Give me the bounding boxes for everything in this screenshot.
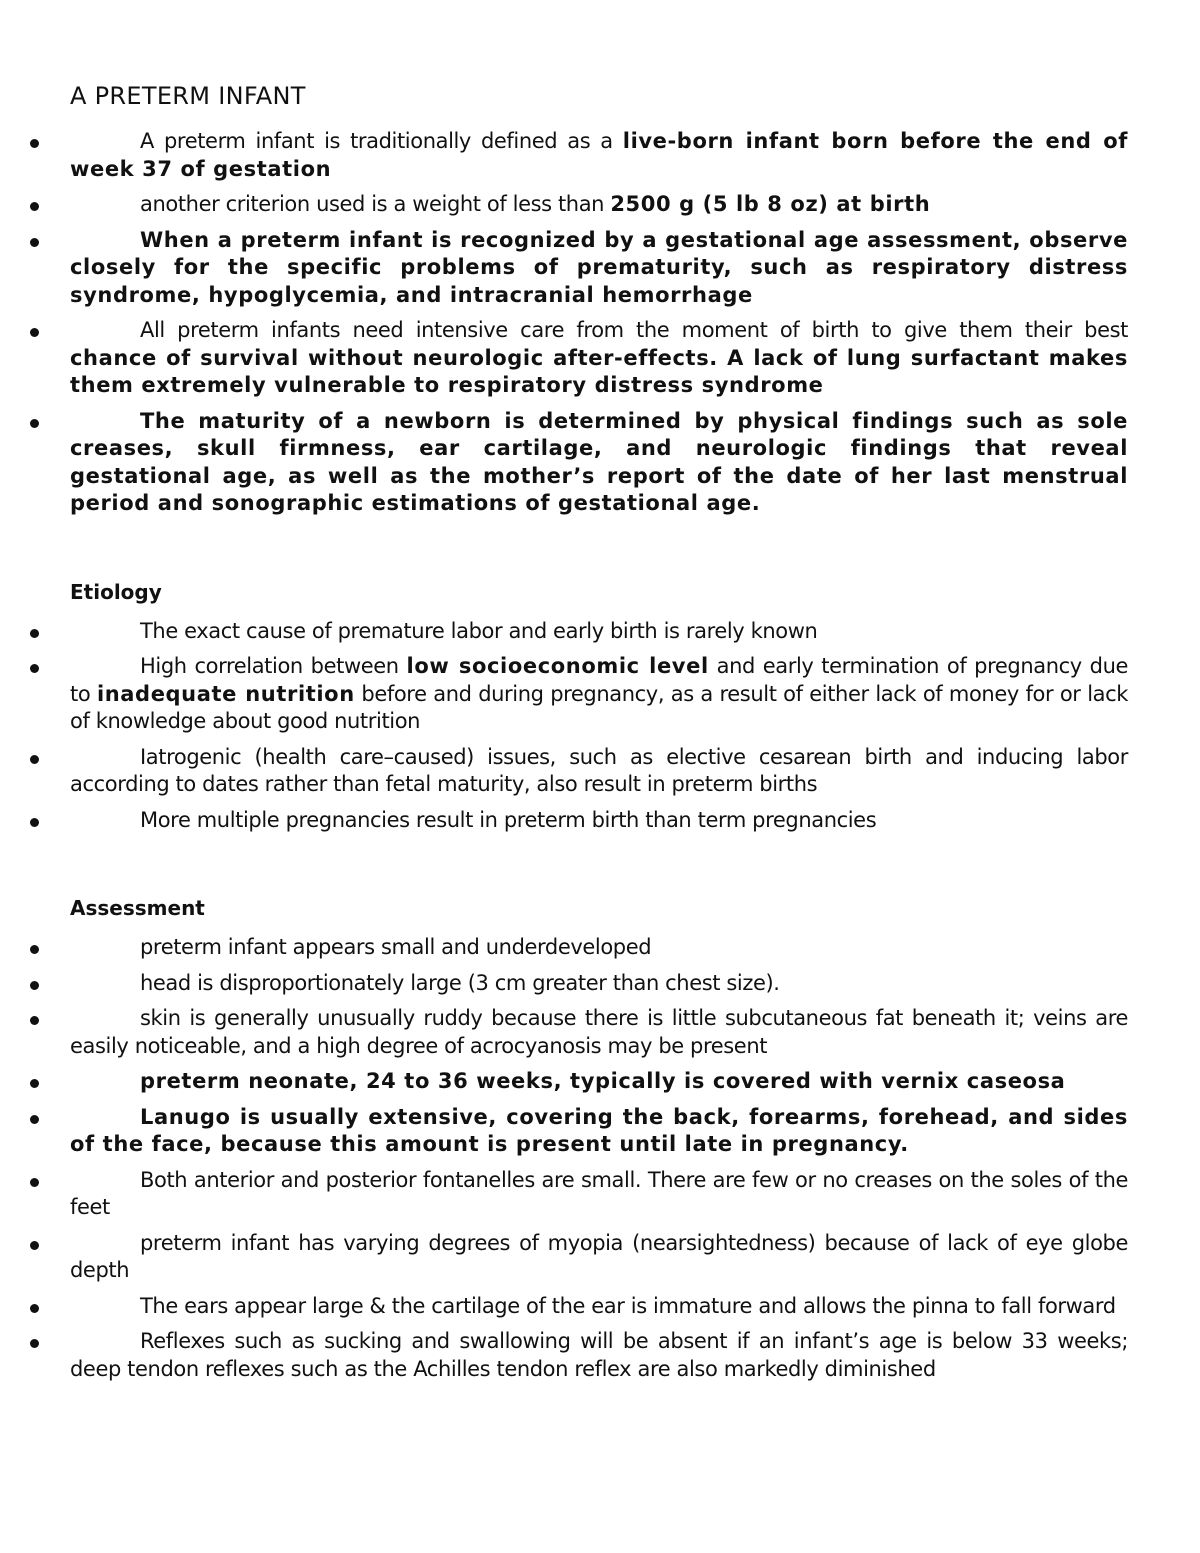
text-run: Iatrogenic (health care–caused) issues, such as elective cesarean birth and inducing labor according to dates rather than fetal maturity, also result in preterm births xyxy=(70,744,1128,796)
text-run: A preterm infant is traditionally defined as a xyxy=(140,129,623,153)
assessment-heading: Assessment xyxy=(70,896,205,920)
list-item xyxy=(70,934,1128,962)
text-run: another criterion used is a weight of less than xyxy=(140,192,611,216)
bullet-icon xyxy=(30,981,39,990)
list-item xyxy=(70,1293,1128,1321)
bold-text-run: The maturity of a newborn is determined by physical findings such as sole creases, skull firmness, ear cartilage, and neurologic findings that reveal gestational age, as well as the mother’s report of the date of her last menstrual period and sonographic estimations of gestational age. xyxy=(70,408,1128,515)
bold-text-run: inadequate nutrition xyxy=(96,681,355,706)
bullet-icon xyxy=(30,328,39,337)
list-item xyxy=(70,1068,1128,1096)
list-item xyxy=(70,128,1128,183)
bold-text-run: chance of survival without neurologic after-effects. A lack of lung surfactant makes them extremely vulnerable to respiratory distress syndrome xyxy=(70,345,1128,397)
etiology-heading: Etiology xyxy=(70,579,162,604)
bullet-icon xyxy=(30,1241,39,1250)
bullet-icon xyxy=(30,139,39,148)
list-item xyxy=(70,807,1128,835)
list-item xyxy=(70,227,1128,310)
text-run: and early termination of pregnancy due to xyxy=(70,654,1129,706)
bullet-icon xyxy=(30,1178,39,1187)
bullet-icon xyxy=(30,419,39,428)
text-run: The exact cause of premature labor and early birth is rarely known xyxy=(140,618,818,643)
list-item xyxy=(70,1167,1128,1222)
bold-text-run: When a preterm infant is recognized by a gestational age assessment, observe closely for the specific problems of prematurity, such as respiratory distress syndrome, hypoglycemia, and intracranial hemorrhage xyxy=(70,227,1128,307)
bullet-icon xyxy=(30,629,39,638)
list-item xyxy=(70,618,1128,646)
bold-text-run: live-born infant born before the end of week 37 of gestation xyxy=(70,129,1128,181)
bullet-icon xyxy=(30,202,39,211)
list-item xyxy=(70,408,1128,518)
bullet-icon xyxy=(30,1339,39,1348)
text-run: High correlation between xyxy=(140,654,407,678)
etiology-bullet-list xyxy=(70,618,1128,835)
list-item xyxy=(70,1230,1128,1285)
bullet-icon xyxy=(30,238,39,247)
list-item xyxy=(70,1005,1128,1060)
list-item xyxy=(70,1328,1128,1383)
intro-bullet-list xyxy=(70,128,1128,518)
text-run: All preterm infants need intensive care from the moment of birth to give them their best xyxy=(140,318,1128,342)
bold-text-run: low socioeconomic level xyxy=(406,654,709,678)
text-run: preterm infant appears small and underdeveloped xyxy=(140,935,652,959)
text-run: The ears appear large & the cartilage of the ear is immature and allows the pinna to fall forward xyxy=(140,1293,1116,1318)
text-run: Both anterior and posterior fontanelles are small. There are few or no creases on the soles of the feet xyxy=(70,1167,1128,1219)
bullet-icon xyxy=(30,1016,39,1025)
list-item xyxy=(70,744,1128,799)
bold-text-run: Lanugo is usually extensive, covering the back, forearms, forehead, and sides of the face, because this amount is present until late in pregnancy. xyxy=(70,1104,1128,1156)
text-run: preterm infant has varying degrees of myopia (nearsightedness) because of lack of eye globe depth xyxy=(70,1230,1128,1282)
bullet-icon xyxy=(30,755,39,764)
bold-text-run: preterm neonate, 24 to 36 weeks, typically is covered with vernix caseosa xyxy=(140,1069,1066,1093)
bullet-icon xyxy=(30,945,39,954)
list-item xyxy=(70,653,1128,736)
list-item xyxy=(70,191,1128,219)
text-run: More multiple pregnancies result in preterm birth than term pregnancies xyxy=(140,807,877,832)
list-item xyxy=(70,1104,1128,1159)
text-run: Reflexes such as sucking and swallowing will be absent if an infant’s age is below 33 weeks; deep tendon reflexes such as the Achilles tendon reflex are also markedly diminished xyxy=(70,1329,1128,1381)
bullet-icon xyxy=(30,1079,39,1088)
bold-text-run: 2500 g (5 lb 8 oz) at birth xyxy=(610,192,931,216)
bullet-icon xyxy=(30,1304,39,1313)
document-title: A PRETERM INFANT xyxy=(70,82,306,110)
list-item xyxy=(70,317,1128,400)
text-run: before and during pregnancy, as a result of either lack of money for or lack of knowledge about good nutrition xyxy=(70,681,1128,733)
text-run: head is disproportionately large (3 cm greater than chest size). xyxy=(140,970,780,995)
text-run: skin is generally unusually ruddy because there is little subcutaneous fat beneath it; veins are easily noticeable, and a high degree of acrocyanosis may be present xyxy=(70,1006,1128,1058)
bullet-icon xyxy=(30,664,39,673)
assessment-bullet-list xyxy=(70,934,1128,1383)
list-item xyxy=(70,970,1128,998)
bullet-icon xyxy=(30,1115,39,1124)
bullet-icon xyxy=(30,818,39,827)
